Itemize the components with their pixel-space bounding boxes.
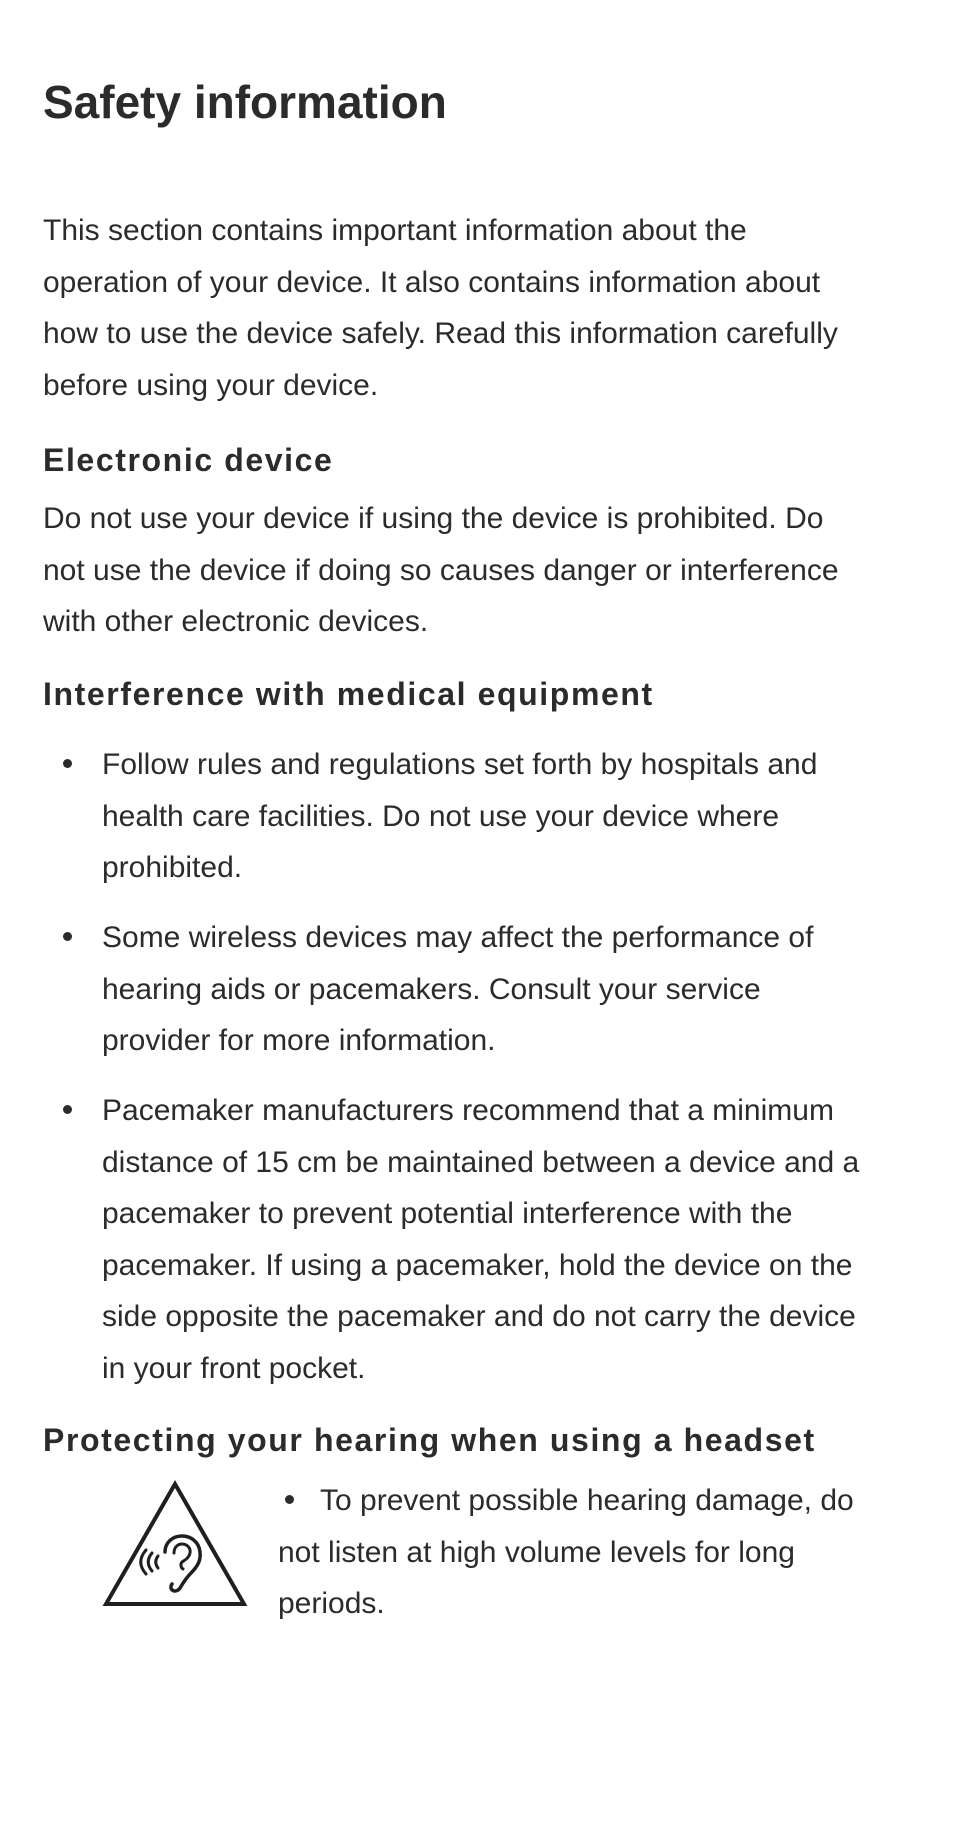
intro-paragraph	[43, 205, 923, 411]
list-item-line: side opposite the pacemaker and do not carry the device	[102, 1300, 856, 1333]
intro-line: This section contains important information about the	[43, 214, 747, 247]
page-title: Safety information	[43, 76, 447, 128]
hearing-line: periods.	[278, 1587, 385, 1620]
bullet-icon	[63, 759, 72, 768]
medical-equipment-heading: Interference with medical equipment	[43, 676, 654, 712]
electronic-device-line: Do not use your device if using the device is prohibited. Do	[43, 502, 824, 535]
electronic-device-heading: Electronic device	[43, 442, 334, 478]
list-item-text	[102, 912, 932, 1067]
list-item-line: pacemaker to prevent potential interference with the	[102, 1197, 793, 1230]
hearing-line: To prevent possible hearing damage, do	[320, 1484, 854, 1517]
list-item-line: Some wireless devices may affect the performance of	[102, 921, 814, 954]
list-item-line: Pacemaker manufacturers recommend that a minimum	[102, 1094, 834, 1127]
list-item-line: prohibited.	[102, 851, 243, 884]
intro-line: operation of your device. It also contains information about	[43, 265, 821, 299]
electronic-device-line: not use the device if doing so causes danger or interference	[43, 553, 839, 587]
list-item-line: Follow rules and regulations set forth by hospitals and	[102, 748, 818, 781]
list-item-line: distance of 15 cm be maintained between a device and a	[102, 1145, 860, 1179]
hearing-line: not listen at high volume levels for long	[278, 1535, 795, 1569]
hearing-warning-icon	[102, 1480, 248, 1610]
list-item-line: hearing aids or pacemakers. Consult your service	[102, 972, 761, 1006]
list-item-text	[102, 739, 932, 894]
intro-line: how to use the device safely. Read this information carefully	[43, 317, 838, 350]
bullet-icon	[63, 932, 72, 941]
electronic-device-paragraph	[43, 493, 923, 648]
bullet-icon	[63, 1105, 72, 1114]
list-item-line: in your front pocket.	[102, 1351, 366, 1385]
intro-line: before using your device.	[43, 368, 379, 402]
hearing-paragraph	[278, 1475, 918, 1630]
hearing-heading: Protecting your hearing when using a headset	[43, 1422, 816, 1458]
list-item-line: pacemaker. If using a pacemaker, hold the device on the	[102, 1248, 853, 1282]
list-item-line: health care facilities. Do not use your device where	[102, 799, 780, 833]
list-item-text	[102, 1085, 932, 1394]
list-item-line: provider for more information.	[102, 1024, 496, 1057]
electronic-device-line: with other electronic devices.	[43, 605, 429, 638]
